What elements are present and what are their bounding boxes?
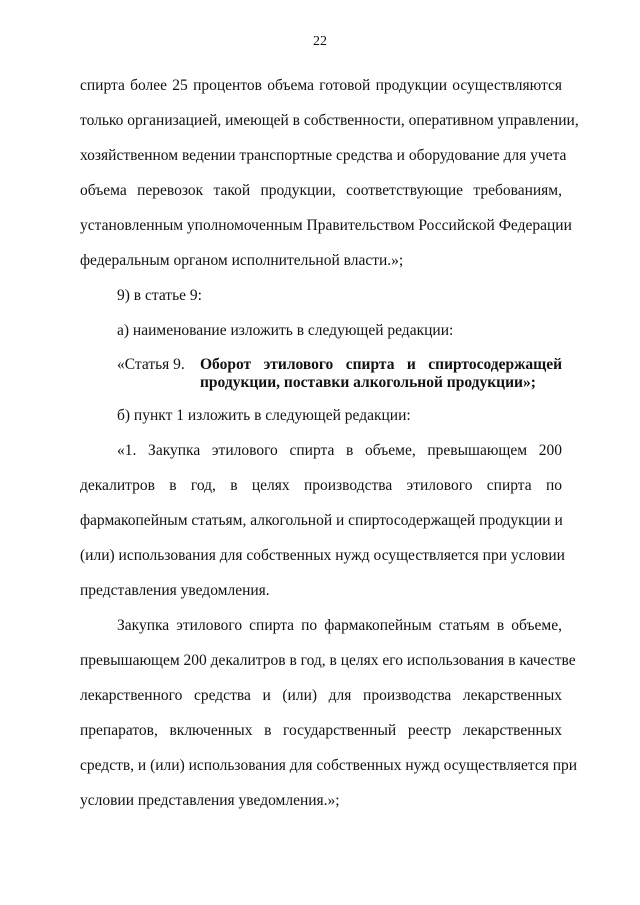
paragraph2-line: декалитров в год, в целях производства этилового спирта по <box>80 477 562 494</box>
paragraph2-line: «1. Закупка этилового спирта в объеме, превышающем 200 <box>117 442 562 459</box>
paragraph3-line: средств, и (или) использования для собственных нужд осуществляется при <box>80 757 578 774</box>
paragraph1-line: установленным уполномоченным Правительством Российской Федерации <box>80 217 572 234</box>
paragraph3-line: лекарственного средства и (или) для производства лекарственных <box>80 687 562 704</box>
item-a: а) наименование изложить в следующей редакции: <box>117 322 454 339</box>
paragraph3-line: превышающем 200 декалитров в год, в целях его использования в качестве <box>80 652 576 669</box>
paragraph3-line: препаратов, включенных в государственный реестр лекарственных <box>80 722 562 739</box>
item-b: б) пункт 1 изложить в следующей редакции: <box>117 407 411 424</box>
article-title-line: Оборот этилового спирта и спиртосодержащей <box>200 356 562 373</box>
paragraph1-line: федеральным органом исполнительной власти.»; <box>80 252 404 269</box>
article-label: «Статья 9. <box>117 356 185 373</box>
paragraph3-line: условии представления уведомления.»; <box>80 792 340 809</box>
paragraph1-line: объема перевозок такой продукции, соответствующие требованиям, <box>80 182 562 199</box>
article-title-line: продукции, поставки алкогольной продукции»; <box>200 374 536 391</box>
paragraph2-line: фармакопейным статьям, алкогольной и спиртосодержащей продукции и <box>80 512 563 529</box>
item-9: 9) в статье 9: <box>117 287 202 304</box>
paragraph1-line: спирта более 25 процентов объема готовой продукции осуществляются <box>80 77 562 94</box>
page-number: 22 <box>313 34 327 49</box>
paragraph1-line: хозяйственном ведении транспортные средства и оборудование для учета <box>80 147 567 164</box>
paragraph2-line: представления уведомления. <box>80 582 270 599</box>
paragraph2-line: (или) использования для собственных нужд осуществляется при условии <box>80 547 565 564</box>
paragraph1-line: только организацией, имеющей в собственности, оперативном управлении, <box>80 112 579 129</box>
paragraph3-line: Закупка этилового спирта по фармакопейным статьям в объеме, <box>117 617 562 634</box>
